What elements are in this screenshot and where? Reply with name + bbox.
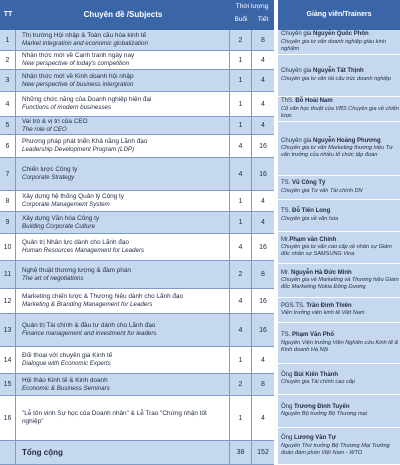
sessions-value: 2 <box>230 261 252 289</box>
trainer-block <box>278 200 400 232</box>
periods-value: 4 <box>252 212 274 234</box>
trainer-title: TS. <box>281 208 293 215</box>
subject-cell <box>16 314 230 347</box>
subject-vn: Quản trị Tài chính & đầu tư dành cho Lãnh đạo <box>22 322 156 329</box>
periods-value: 16 <box>252 314 274 347</box>
sessions-value: 4 <box>230 135 252 158</box>
trainer-description: Nguyên Bộ trưởng Bộ Thương mại <box>281 411 367 418</box>
row-number: 9 <box>0 212 16 234</box>
row-number: 2 <box>0 51 16 70</box>
trainer-name: Nguyễn Quốc Phôn <box>313 31 369 38</box>
subject-vn: Đối thoại với chuyên gia Kinh tế <box>22 352 113 359</box>
sessions-value: 1 <box>230 347 252 374</box>
subject-vn: Xây dựng Văn hóa Công ty <box>22 214 100 222</box>
trainer-title: ThS. <box>281 98 296 105</box>
subject-en: New perspective of business intergration <box>22 80 134 88</box>
row-number: 5 <box>0 117 16 135</box>
trainer-block <box>278 97 400 122</box>
row-number: 1 <box>0 30 16 51</box>
trainer-description: Chuyên gia tư vấn tài cấu trúc doanh nghiệp <box>281 75 391 82</box>
trainer-description: Chuyên gia tư vấn doanh nghiệp giàu kinh nghiệm <box>281 38 386 52</box>
subject-vn: Chiến lược Công ty <box>22 166 78 173</box>
sessions-value: 1 <box>230 92 252 117</box>
subject-cell <box>16 51 230 70</box>
subject-vn: Thị trường Hội nhập & Toàn cầu hóa kinh tế <box>22 32 147 39</box>
subject-vn: Vai trò & vị trí của CEO <box>22 117 88 125</box>
trainer-name: Đỗ Tiến Long <box>292 208 331 215</box>
total-label-cell <box>16 441 230 465</box>
trainer-name-line <box>281 98 400 106</box>
trainer-description: Chuyên gia về Marketing và Thương hiệu Giám đốc Marketing Nokia Đông Dương <box>281 277 399 291</box>
periods-value: 4 <box>252 70 274 92</box>
row-number: 8 <box>0 191 16 212</box>
trainer-description: Nguyên Thứ trưởng Bộ Thương Mại Trưởng đoàn đàm phán Việt Nam - WTO <box>281 442 390 456</box>
trainer-description: Chuyên gia Tài chính cao cấp <box>281 379 356 386</box>
trainer-title: Chuyên gia <box>281 31 314 38</box>
total-periods: 152 <box>252 441 274 465</box>
periods-value: 4 <box>252 191 274 212</box>
total-label: Tổng cộng <box>22 448 63 457</box>
trainer-block <box>278 298 400 323</box>
trainer-name: Nguyễn Tất Thịnh <box>313 68 364 75</box>
row-number: 10 <box>0 234 16 261</box>
subject-en: Building Corporate Culture <box>22 222 95 230</box>
trainer-description: Chuyên gia Tư vấn Tài chính DN <box>281 187 363 194</box>
trainer-name-line <box>281 180 400 188</box>
subject-vn: Nghệ thuật thương lượng & đàm phán <box>22 266 131 274</box>
trainer-title: PGS.TS. <box>281 302 307 309</box>
sessions-value: 1 <box>230 191 252 212</box>
trainer-block <box>278 122 400 176</box>
periods-value: 4 <box>252 51 274 70</box>
trainer-name: Nguyễn Hà Đức Minh <box>291 269 352 276</box>
periods-value: 4 <box>252 92 274 117</box>
trainer-name-line <box>281 332 400 340</box>
sessions-value: 4 <box>230 314 252 347</box>
subject-cell <box>16 70 230 92</box>
periods-value: 16 <box>252 289 274 314</box>
trainer-title: Chuyên gia <box>281 137 314 144</box>
sessions-value: 1 <box>230 212 252 234</box>
row-number: 11 <box>0 261 16 289</box>
total-tt-blank <box>0 441 16 465</box>
sessions-value: 2 <box>230 374 252 396</box>
trainer-title: Ông <box>281 403 295 410</box>
trainer-name: Vũ Công Tý <box>292 180 326 187</box>
trainer-name-line <box>281 31 400 39</box>
header-duration-title: Thời lượng <box>235 3 269 10</box>
subject-vn: Những chức năng của Doanh nghiệp hiện đại <box>22 96 152 103</box>
trainer-name-line <box>281 270 400 278</box>
periods-value: 8 <box>252 30 274 51</box>
trainer-name-line <box>281 208 400 216</box>
trainer-title: Ông <box>281 371 295 378</box>
row-number: 4 <box>0 92 16 117</box>
trainer-name: Nguyễn Hoàng Phương <box>313 137 381 144</box>
trainer-block <box>278 176 400 200</box>
subject-en: Leadership Development Program (LDP) <box>22 146 135 153</box>
trainer-name-line <box>281 68 400 76</box>
total-sessions: 38 <box>230 441 252 465</box>
subject-vn: "Lễ tôn vinh Sự học của Doanh nhân" & Lễ Trao "Chứng nhận tốt nghiệp" <box>22 410 207 425</box>
header-trainers: Giảng viên/Trainers <box>278 0 400 30</box>
sessions-value: 4 <box>230 158 252 191</box>
subject-en: Market integration and economic globalization <box>22 40 148 47</box>
subject-cell <box>16 396 230 441</box>
subject-vn: Phương pháp phát triển Khả năng Lãnh đạo <box>22 138 148 145</box>
periods-value: 16 <box>252 158 274 191</box>
trainer-name: Phạm văn Chính <box>289 236 337 243</box>
header-duration <box>230 0 274 30</box>
trainer-description: Chuyên gia về văn hóa <box>281 215 339 222</box>
periods-value: 16 <box>252 234 274 261</box>
subject-en: Finance management and investment for leaders <box>22 330 157 337</box>
trainer-description: Nguyên Viện trưởng Viện Nghiên cứu Kinh tế & Kinh doanh Hà Nội <box>281 339 399 353</box>
row-number: 15 <box>0 374 16 396</box>
subject-vn: Marketing chiến lược & Thương hiệu dành cho Lãnh đạo <box>22 293 184 300</box>
subject-vn: Nhận thức mới về Kinh doanh hội nhập <box>22 72 134 80</box>
row-number: 13 <box>0 314 16 347</box>
subject-en: Functions of modern businesses <box>22 104 112 111</box>
row-number: 6 <box>0 135 16 158</box>
subject-en: The art of negotiations <box>22 274 84 282</box>
periods-value: 4 <box>252 117 274 135</box>
trainer-name: Đỗ Hoài Nam <box>295 98 333 105</box>
subject-cell <box>16 212 230 234</box>
subject-en: Corporate Strategy <box>22 174 75 181</box>
subject-cell <box>16 234 230 261</box>
sessions-value: 4 <box>230 289 252 314</box>
trainer-block <box>278 232 400 264</box>
subject-cell <box>16 158 230 191</box>
subject-cell <box>16 261 230 289</box>
sessions-value: 1 <box>230 117 252 135</box>
row-number: 14 <box>0 347 16 374</box>
trainer-block <box>278 323 400 364</box>
subject-cell <box>16 30 230 51</box>
subject-en: The role of CEO <box>22 125 67 133</box>
subject-cell <box>16 289 230 314</box>
trainer-name: Bùi Kiến Thành <box>294 371 339 378</box>
header-subjects: Chuyên đề /Subjects <box>16 0 230 30</box>
trainer-name-line <box>281 435 400 443</box>
trainer-title: Chuyên gia <box>281 68 314 75</box>
trainer-name: Lương Văn Tự <box>294 435 336 442</box>
trainer-description: Cố vấn học thuật của VBS Chuyên gia về chiến lược <box>281 105 399 119</box>
trainer-title: TS. <box>281 180 293 187</box>
trainer-block <box>278 264 400 298</box>
subject-vn: Quản trị Nhân lực dành cho Lãnh đạo <box>22 239 129 246</box>
trainer-block <box>278 364 400 395</box>
periods-value: 8 <box>252 374 274 396</box>
row-number: 16 <box>0 396 16 441</box>
subject-cell <box>16 347 230 374</box>
trainer-description: Viện trưởng viện kinh tế Việt Nam <box>281 310 365 317</box>
trainer-description: Chuyên gia tư vấn Marketing thương hiệu Tư vấn trưởng của nhiều tổ chức tập đoàn <box>281 145 393 159</box>
row-number: 3 <box>0 70 16 92</box>
periods-value: 4 <box>252 396 274 441</box>
subject-en: Economic & Business Seminars <box>22 384 110 392</box>
header-tt: TT <box>0 0 16 30</box>
trainer-description: Chuyên gia tư vấn cao cấp về nhân sự Giám đốc nhân sự SAMSUNG Vina <box>281 244 392 258</box>
trainer-title: TS. <box>281 332 293 339</box>
trainer-title: Mr. <box>281 236 290 243</box>
trainer-block <box>278 30 400 55</box>
trainer-block <box>278 428 400 465</box>
trainer-block <box>278 55 400 97</box>
row-number: 7 <box>0 158 16 191</box>
header-periods: Tiết <box>257 16 269 23</box>
subject-vn: Nhận thức mới về Cạnh tranh ngày nay <box>22 52 135 59</box>
sessions-value: 2 <box>230 30 252 51</box>
subject-en: Human Resources Management for Leaders <box>22 247 145 254</box>
trainer-title: Mr. <box>281 269 291 276</box>
subject-en: Corporate Management System <box>22 201 110 208</box>
trainer-name: Phạm Văn Phổ <box>292 332 335 339</box>
subject-en: Dialogue with Economic Experts <box>22 360 111 367</box>
trainer-name: Trương Đình Tuyển <box>294 403 350 410</box>
subject-cell <box>16 374 230 396</box>
trainer-name: Trần Đình Thiên <box>306 302 352 309</box>
subject-cell <box>16 135 230 158</box>
periods-value: 16 <box>252 135 274 158</box>
sessions-value: 4 <box>230 234 252 261</box>
row-number: 12 <box>0 289 16 314</box>
header-sessions: Buổi <box>234 16 248 23</box>
subject-vn: Xây dựng hệ thống Quản lý Công ty <box>22 193 124 200</box>
periods-value: 8 <box>252 261 274 289</box>
trainer-block <box>278 395 400 428</box>
sessions-value: 1 <box>230 70 252 92</box>
subject-vn: Hội thảo Kinh tế & Kinh doanh <box>22 376 108 384</box>
trainer-title: Ông <box>281 435 295 442</box>
subject-en: New perspective of today's competition <box>22 60 130 67</box>
sessions-value: 1 <box>230 396 252 441</box>
periods-value: 4 <box>252 347 274 374</box>
subject-en: Marketing & Branding Management for Leaders <box>22 301 153 308</box>
sessions-value: 1 <box>230 51 252 70</box>
subject-cell <box>16 117 230 135</box>
subject-cell <box>16 191 230 212</box>
subject-cell <box>16 92 230 117</box>
